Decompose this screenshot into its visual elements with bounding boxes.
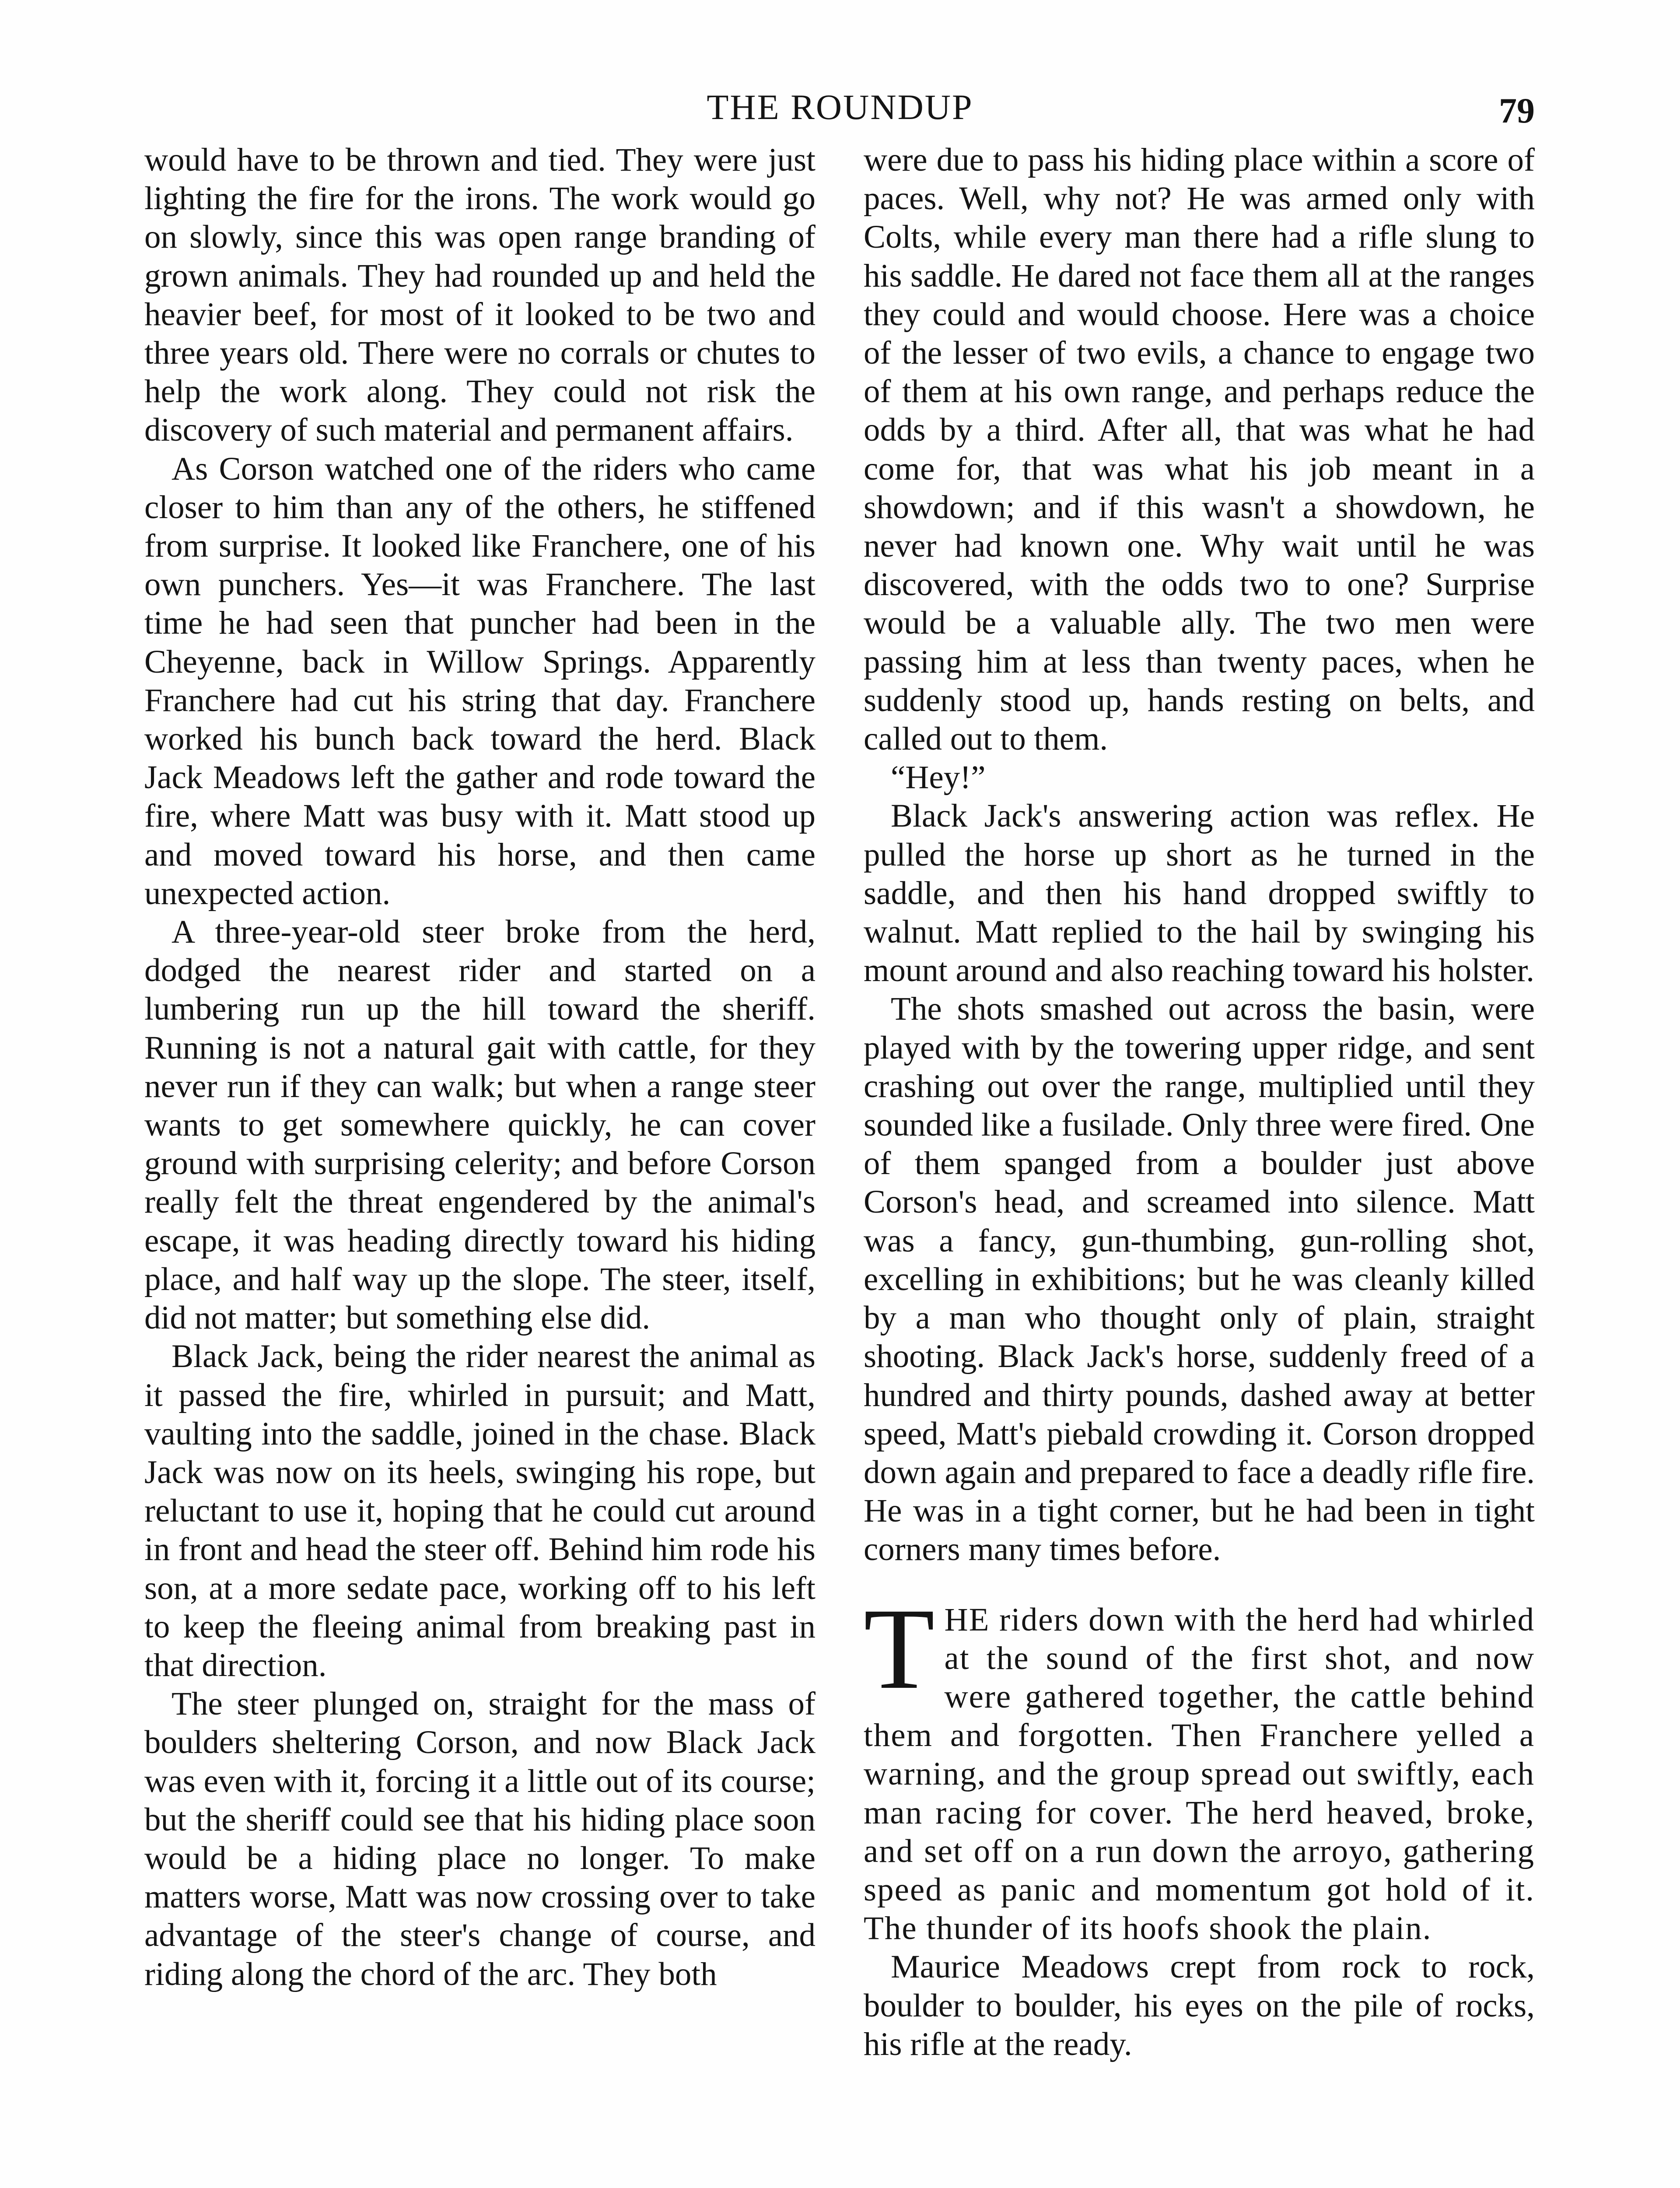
section-lead-text: HE riders down with the herd had whirled at the sound of the first shot, and now were gathered together, the cattle behind them and forgotten. Then Franchere yelled a warning, and the group spread out swiftly, each man racing for cover. The herd heaved, broke, and set off on a run down the arroyo, gathering speed as panic and momentum got hold of it. The thunder of its hoofs shook the plain. xyxy=(864,1601,1535,1947)
paragraph: Black Jack's answering action was reflex. He pulled the horse up short as he turned in the saddle, and then his hand dropped swiftly to walnut. Matt replied to the hail by swinging his mount around and also reaching toward his holster. xyxy=(864,798,1535,989)
paragraph: As Corson watched one of the riders who came closer to him than any of the others, he stiffened from surprise. It looked like Franchere, one of his own punchers. Yes—it was Franchere. The last time he had seen that puncher had been in the Cheyenne, back in Willow Springs. Apparently Franchere had cut his string that day. Franchere worked his bunch back toward the herd. Black Jack Meadows left the gather and rode toward the fire, where Matt was busy with it. Matt stood up and moved toward his horse, and then came unexpected action. xyxy=(144,450,816,912)
paragraph: were due to pass his hiding place within a score of paces. Well, why not? He was armed only with Colts, while every man there had a rifle slung to his saddle. He dared not face them all at the ranges they could and would choose. Here was a choice of the lesser of two evils, a chance to engage two of them at his own range, and perhaps reduce the odds by a third. After all, that was what he had come for, that was what his job meant in a showdown; and if this wasn't a showdown, he never had known one. Why wait until he was discovered, with the odds two to one? Surprise would be a valuable ally. The two men were passing him at less than twenty paces, when he suddenly stood up, hands resting on belts, and called out to them. xyxy=(864,142,1535,757)
paragraph: Maurice Meadows crept from rock to rock, boulder to boulder, his eyes on the pile of rocks, his rifle at the ready. xyxy=(864,1949,1535,2062)
paragraph: The shots smashed out across the basin, were played with by the towering upper ridge, and sent crashing out over the range, multiplied until they sounded like a fusilade. Only three were fired. One of them spanged from a boulder just above Corson's head, and screamed into silence. Matt was a fancy, gun-thumbing, gun-rolling shot, excelling in exhibitions; but he was cleanly killed by a man who thought only of plain, straight shooting. Black Jack's horse, suddenly freed of a hundred and thirty pounds, dashed away at better speed, Matt's piebald crowding it. Corson dropped down again and prepared to face a deadly rifle fire. He was in a tight corner, but he had been in tight corners many times before. xyxy=(864,991,1535,1568)
running-title: THE ROUNDUP xyxy=(707,87,973,127)
paragraph: would have to be thrown and tied. They were just lighting the fire for the irons. The work would go on slowly, since this was open range branding of grown animals. They had rounded up and held the heavier beef, for most of it looked to be two and three years old. There were no corrals or chutes to help the work along. They could not risk the discovery of such material and permanent affairs. xyxy=(144,142,816,449)
paragraph: “Hey!” xyxy=(891,759,986,796)
page-number: 79 xyxy=(1499,91,1535,130)
section-lead-paragraph xyxy=(864,1584,1535,1948)
paragraph: Black Jack, being the rider nearest the animal as it passed the fire, whirled in pursuit; and Matt, vaulting into the saddle, joined in the chase. Black Jack was now on its heels, swinging his rope, but reluctant to use it, hoping that he could cut around in front and head the steer off. Behind him rode his son, at a more sedate pace, working off to his left to keep the fleeing animal from breaking past in that direction. xyxy=(144,1338,816,1683)
paragraph: The steer plunged on, straight for the mass of boulders sheltering Corson, and now Black Jack was even with it, forcing it a little out of its course; but the sheriff could see that his hiding place soon would be a hiding place no longer. To make matters worse, Matt was now crossing over to take advantage of the steer's change of course, and riding along the chord of the arc. They both xyxy=(144,1686,816,1992)
running-head xyxy=(0,85,1680,133)
paragraph: A three-year-old steer broke from the herd, dodged the nearest rider and started on a lumbering run up the hill toward the sheriff. Running is not a natural gait with cattle, for they never run if they can walk; but when a range steer wants to get somewhere quickly, he can cover ground with surprising celerity; and before Corson really felt the threat engendered by the animal's escape, it was heading directly toward his hiding place, and half way up the slope. The steer, itself, did not matter; but something else did. xyxy=(144,914,816,1336)
right-column xyxy=(864,141,1535,2064)
drop-cap: T xyxy=(864,1584,935,1713)
left-column xyxy=(144,141,816,1994)
